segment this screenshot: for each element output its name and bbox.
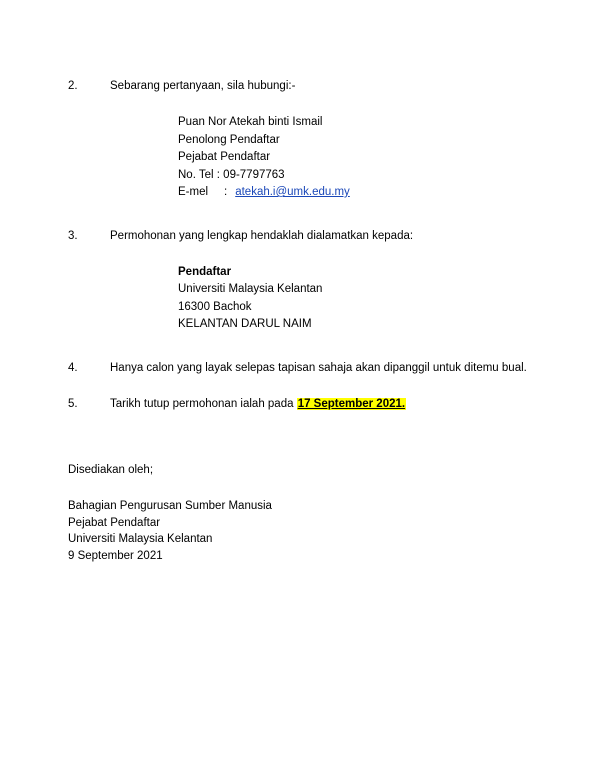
list-item-4-text: Hanya calon yang layak selepas tapisan sahaja akan dipanggil untuk ditemu bual. [110, 361, 527, 374]
list-item-5 [68, 396, 540, 412]
closing-date-highlight: 17 September 2021. [297, 397, 406, 410]
address-line-2: Universiti Malaysia Kelantan [178, 283, 323, 295]
address-line-3: 16300 Bachok [178, 300, 252, 313]
contact-email-link[interactable]: atekah.i@umk.edu.my [235, 186, 350, 198]
list-item-3-number: 3. [68, 229, 78, 242]
contact-block [178, 114, 540, 202]
contact-phone: No. Tel : 09-7797763 [178, 168, 285, 181]
contact-name: Puan Nor Atekah binti Ismail [178, 116, 323, 128]
address-block [178, 264, 540, 334]
signature-date: 9 September 2021 [68, 549, 163, 562]
list-item-2-number: 2. [68, 80, 78, 92]
contact-email-row [178, 184, 540, 202]
closing-date-prefix: Tarikh tutup permohonan ialah pada [110, 397, 297, 410]
prepared-by-label: Disediakan oleh; [68, 463, 154, 476]
contact-position: Penolong Pendaftar [178, 133, 280, 146]
signature-block [68, 498, 540, 564]
signature-university: Universiti Malaysia Kelantan [68, 533, 213, 545]
contact-email-separator: : [224, 186, 228, 198]
signature-office: Pejabat Pendaftar [68, 516, 161, 529]
address-line-1: Pendaftar [178, 265, 232, 278]
address-line-4: KELANTAN DARUL NAIM [178, 318, 312, 330]
contact-email-label: E-mel [178, 186, 209, 198]
list-item-4 [68, 360, 540, 376]
list-item-5-text [110, 396, 540, 412]
list-item-2-text: Sebarang pertanyaan, sila hubungi:- [110, 80, 296, 92]
list-item-4-number: 4. [68, 361, 78, 374]
list-item-3 [68, 228, 540, 244]
list-item-3-text: Permohonan yang lengkap hendaklah dialamatkan kepada: [110, 229, 414, 242]
signature-department: Bahagian Pengurusan Sumber Manusia [68, 500, 272, 512]
list-item-2 [68, 78, 540, 94]
list-item-5-number: 5. [68, 397, 78, 410]
contact-office: Pejabat Pendaftar [178, 151, 271, 163]
